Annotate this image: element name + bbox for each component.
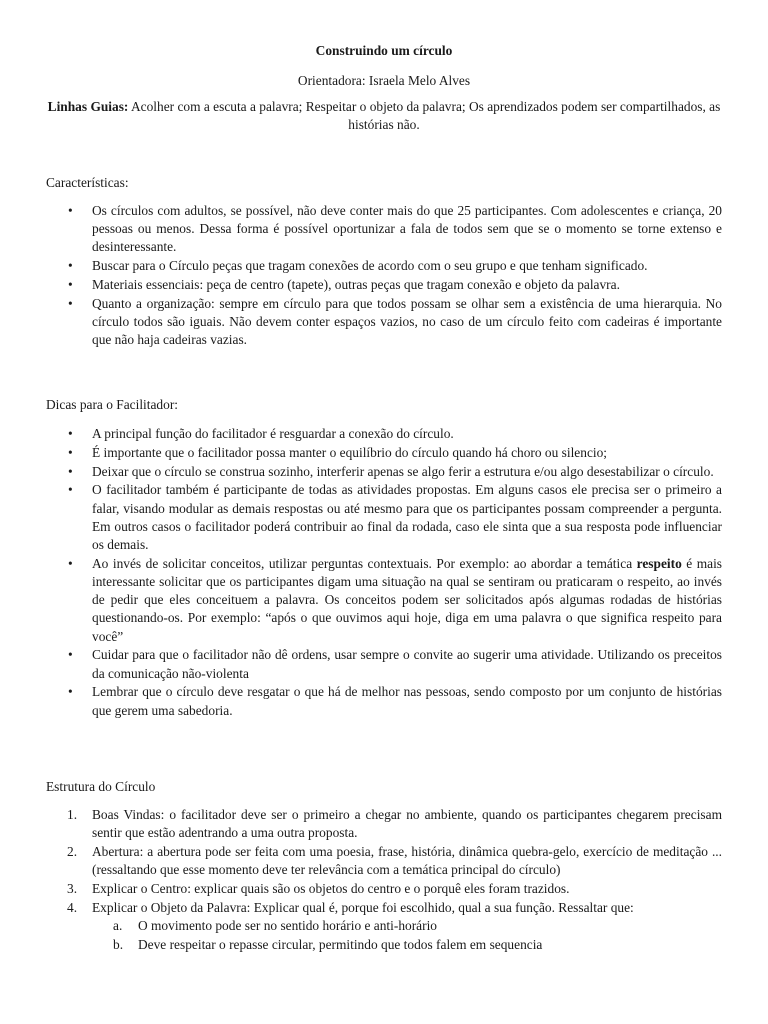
estrutura-list (46, 806, 722, 955)
guidelines-paragraph (46, 98, 722, 134)
sub-item-letter: a. (113, 918, 123, 933)
bullet-icon: • (68, 555, 73, 571)
sub-item: b. Deve respeitar o repasse circular, permitindo que todos falem em sequencia (92, 936, 722, 954)
list-item: • Cuidar para que o facilitador não dê ordens, usar sempre o convite ao sugerir uma atividade. Utilizando os preceitos da comunicação não-violenta (68, 647, 722, 681)
section-heading-estrutura: Estrutura do Círculo (46, 779, 156, 794)
bullet-icon: • (68, 277, 73, 292)
sub-list (92, 917, 722, 954)
list-item: • Lembrar que o círculo deve resgatar o que há de melhor nas pessoas, sendo composto por um conjunto de histórias que gerem uma sabedoria. (68, 684, 722, 718)
item-number: 4. (67, 899, 78, 915)
section-heading-caracteristicas: Características: (46, 175, 129, 190)
list-item: • O facilitador também é participante de todas as atividades propostas. Em alguns casos ele precisa ser o primeiro a falar, visando modular as demais respostas ou até mesmo para que os participantes possam compreender a pergunta. Em outros casos o facilitador poderá contribuir ao final da rodada, caso ele sinta que a sua resposta pode influenciar os demais. (68, 482, 722, 552)
emphasis-respeito: respeito (636, 555, 682, 571)
bullet-icon: • (68, 203, 73, 218)
sub-item-letter: b. (113, 936, 124, 952)
document-title: Construindo um círculo (315, 43, 453, 58)
caracteristicas-list (46, 202, 722, 350)
item-number: 2. (67, 844, 78, 859)
list-item: • Ao invés de solicitar conceitos, utilizar perguntas contextuais. Por exemplo: ao abordar a temática respeito é mais interessante solicitar que os participantes digam uma situação na qual se sentiram ou praticaram o respeito, ao invés de pedir que eles conceituem a palavra. Os conceitos podem ser solicitados após algumas rodadas de histórias questionando-os. Por exemplo: “após o que ouvimos aqui hoje, diga em uma palavra o que significa respeito para você” (68, 555, 722, 644)
item-number: 3. (67, 881, 78, 896)
bullet-icon: • (68, 444, 73, 460)
list-item: • Materiais essenciais: peça de centro (tapete), outras peças que tragam conexão e objeto da palavra. (46, 276, 722, 294)
bullet-icon: • (68, 684, 73, 700)
section-heading-dicas: Dicas para o Facilitador: (46, 397, 178, 412)
numbered-item: 2. Abertura: a abertura pode ser feita com uma poesia, frase, história, dinâmica quebra-gelo, exercício de meditação ... (ressaltando que esse momento deve ter relevância com a temática principal do círculo) (67, 844, 722, 878)
guidelines-text: Acolher com a escuta a palavra; Respeitar o objeto da palavra; Os aprendizados podem ser compartilhados, as histórias não. (128, 99, 721, 133)
list-item: • Quanto a organização: sempre em círculo para que todos possam se olhar sem a existência de uma hierarquia. No círculo todos são iguais. Não devem conter espaços vazios, no caso de um círculo feito com cadeiras é importante que não haja cadeiras vazias. (68, 295, 722, 348)
numbered-item: 3. Explicar o Centro: explicar quais são os objetos do centro e o porquê eles foram trazidos. (46, 880, 722, 898)
list-item: • A principal função do facilitador é resguardar a conexão do círculo. (46, 425, 722, 443)
document-subtitle: Orientadora: Israela Melo Alves (297, 73, 471, 88)
list-item: • Deixar que o círculo se construa sozinho, interferir apenas se algo ferir a estrutura e/ou algo desestabilizar o círculo. (46, 463, 722, 481)
list-item: • Buscar para o Círculo peças que tragam conexões de acordo com o seu grupo e que tenham significado. (46, 257, 722, 275)
bullet-icon: • (68, 647, 73, 663)
bullet-icon: • (68, 295, 73, 311)
list-item: • Os círculos com adultos, se possível, não deve conter mais do que 25 participantes. Com adolescentes e criança, 20 pessoas ou menos. Dessa forma é possível oportunizar a fala de todos sem que se o momento se torne extenso e desinteressante. (68, 203, 722, 255)
item-number: 1. (67, 807, 78, 822)
bullet-icon: • (68, 258, 73, 274)
bullet-icon: • (68, 482, 73, 498)
bullet-icon: • (68, 426, 73, 441)
dicas-list (46, 425, 722, 720)
numbered-item: 1. Boas Vindas: o facilitador deve ser o primeiro a chegar no ambiente, quando os participantes chegarem precisam sentir que estão adentrando a uma outra proposta. (67, 807, 722, 841)
bullet-icon: • (68, 463, 73, 479)
sub-item: a. O movimento pode ser no sentido horário e anti-horário (92, 917, 722, 935)
numbered-item: 4. Explicar o Objeto da Palavra: Explicar qual é, porque foi escolhido, qual a sua função. Ressaltar que: a. O movimento pode ser no sentido horário e anti-horário b. Deve respeitar o repasse circular, permitindo que todos falem em sequencia (46, 899, 722, 954)
guidelines-label: Linhas Guias: (47, 99, 129, 114)
list-item: • É importante que o facilitador possa manter o equilíbrio do círculo quando há choro ou silencio; (46, 444, 722, 462)
